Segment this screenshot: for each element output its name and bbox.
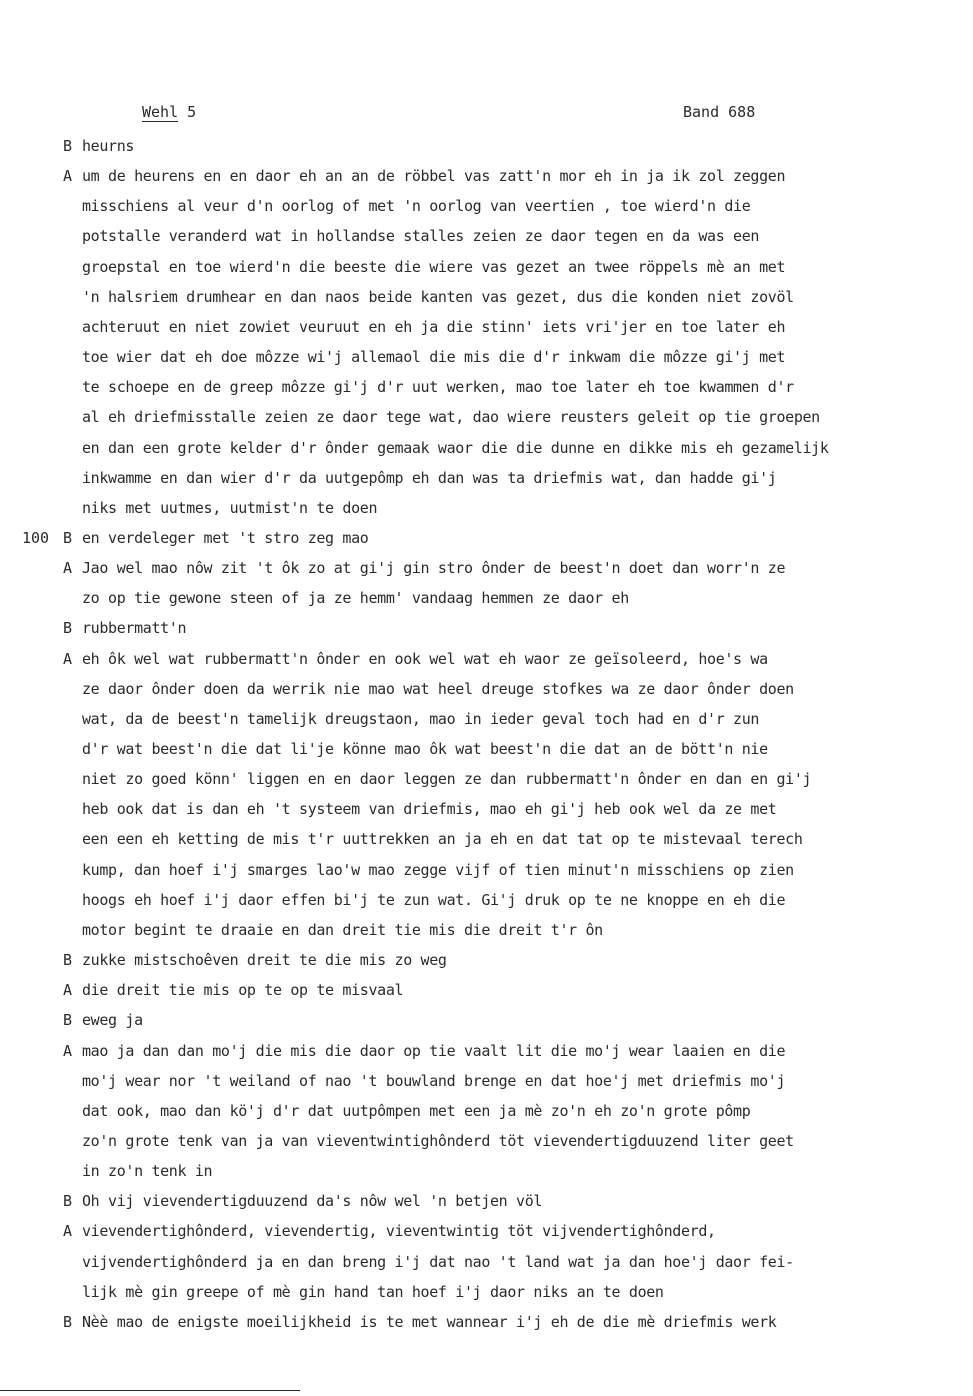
transcript-line: en dan een grote kelder d'r ônder gemaak waor die die dunne en dikke mis eh gezamelijk — [82, 439, 829, 457]
speaker-label: A — [63, 650, 73, 668]
transcript-line: te schoepe en de greep môzze gi'j d'r uut werken, mao toe later eh toe kwammen d'r — [82, 378, 794, 396]
transcript-line: toe wier dat eh doe môzze wi'j allemaol die mis die d'r inkwam die môzze gi'j met — [82, 348, 786, 366]
header-location — [142, 103, 196, 121]
speaker-label: A — [63, 559, 73, 577]
transcript-line: en verdeleger met 't stro zeg mao — [82, 529, 369, 547]
speaker-label: B — [63, 951, 73, 969]
transcript-line: al eh driefmisstalle zeien ze daor tege wat, dao wiere reusters geleit op tie groepen — [82, 408, 820, 426]
transcript-line: potstalle veranderd wat in hollandse stalles zeien ze daor tegen en da was een — [82, 227, 760, 245]
transcript-line: mao ja dan dan mo'j die mis die daor op tie vaalt lit die mo'j wear laaien en die — [82, 1042, 786, 1060]
speaker-label: B — [63, 1011, 73, 1029]
transcript-line: inkwamme en dan wier d'r da uutgepômp eh dan was ta driefmis wat, dan hadde gi'j — [82, 469, 777, 487]
speaker-label: A — [63, 167, 73, 185]
header-band: Band 688 — [683, 103, 756, 121]
transcript-line: Oh vij vievendertigduuzend da's nôw wel 'n betjen völ — [82, 1192, 543, 1210]
speaker-label: B — [63, 1313, 73, 1331]
header-page-number: 5 — [187, 103, 197, 121]
speaker-label: A — [63, 1222, 73, 1240]
speaker-label: A — [63, 1042, 73, 1060]
transcript-line: achteruut en niet zowiet veuruut en eh ja die stinn' iets vri'jer en toe later eh — [82, 318, 786, 336]
transcript-line: vijvendertighônderd ja en dan breng i'j dat nao 't land wat ja dan hoe'j daor fei- — [82, 1253, 794, 1271]
transcript-line: ze daor ônder doen da werrik nie mao wat heel dreuge stofkes wa ze daor ônder doen — [82, 680, 794, 698]
transcript-line: niks met uutmes, uutmist'n te doen — [82, 499, 378, 517]
transcript-line: eh ôk wel wat rubbermatt'n ônder en ook wel wat eh waor ze geïsoleerd, hoe's wa — [82, 650, 768, 668]
transcript-line: hoogs eh hoef i'j daor effen bi'j te zun wat. Gi'j druk op te ne knoppe en eh die — [82, 891, 786, 909]
transcript-line: Nèè mao de enigste moeilijkheid is te met wannear i'j eh de die mè driefmis werk — [82, 1313, 777, 1331]
transcript-line: eweg ja — [82, 1011, 143, 1029]
transcript-line: die dreit tie mis op te op te misvaal — [82, 981, 404, 999]
speaker-label: B — [63, 529, 73, 547]
speaker-label: A — [63, 981, 73, 999]
transcript-line: een een eh ketting de mis t'r uuttrekken an ja eh en dat tat op te mistevaal terech — [82, 830, 803, 848]
transcript-line: kump, dan hoef i'j smarges lao'w mao zegge vijf of tien minut'n misschiens op zien — [82, 861, 794, 879]
transcript-line: mo'j wear nor 't weiland of nao 't bouwland brenge en dat hoe'j met driefmis mo'j — [82, 1072, 786, 1090]
speaker-label: B — [63, 1192, 73, 1210]
transcript-line: 'n halsriem drumhear en dan naos beide kanten vas gezet, dus die konden niet zovöl — [82, 288, 794, 306]
transcript-line: misschiens al veur d'n oorlog of met 'n oorlog van veertien , toe wierd'n die — [82, 197, 751, 215]
transcript-line: zo'n grote tenk van ja van vieventwintighônderd töt vievendertigduuzend liter geet — [82, 1132, 794, 1150]
transcript-line: um de heurens en en daor eh an an de röbbel vas zatt'n mor eh in ja ik zol zeggen — [82, 167, 786, 185]
speaker-label: B — [63, 619, 73, 637]
transcript-line: lijk mè gin greepe of mè gin hand tan hoef i'j daor niks an te doen — [82, 1283, 664, 1301]
speaker-label: B — [63, 137, 73, 155]
transcript-line: groepstal en toe wierd'n die beeste die wiere vas gezet an twee röppels mè an met — [82, 258, 786, 276]
transcript-line: heb ook dat is dan eh 't systeem van driefmis, mao eh gi'j heb ook wel da ze met — [82, 800, 777, 818]
transcript-line: zukke mistschoêven dreit te die mis zo weg — [82, 951, 447, 969]
transcript-line: d'r wat beest'n die dat li'je könne mao ôk wat beest'n die dat an de bött'n nie — [82, 740, 768, 758]
transcript-line: dat ook, mao dan kö'j d'r dat uutpômpen met een ja mè zo'n eh zo'n grote pômp — [82, 1102, 751, 1120]
transcript-line: Jao wel mao nôw zit 't ôk zo at gi'j gin stro ônder de beest'n doet dan worr'n ze — [82, 559, 786, 577]
transcript-line: in zo'n tenk in — [82, 1162, 213, 1180]
header-title: Wehl — [142, 103, 179, 121]
transcript-line: zo op tie gewone steen of ja ze hemm' vandaag hemmen ze daor eh — [82, 589, 629, 607]
line-number: 100 — [22, 529, 50, 547]
transcript-line: rubbermatt'n — [82, 619, 187, 637]
transcript-line: heurns — [82, 137, 135, 155]
transcript-line: wat, da de beest'n tamelijk dreugstaon, mao in ieder geval toch had en d'r zun — [82, 710, 760, 728]
footer-rule — [0, 1390, 300, 1391]
transcript-line: motor begint te draaie en dan dreit tie mis die dreit t'r ôn — [82, 921, 603, 939]
transcript-line: niet zo goed könn' liggen en en daor leggen ze dan rubbermatt'n ônder en dan en gi'j — [82, 770, 812, 788]
transcript-line: vievendertighônderd, vievendertig, vieventwintig töt vijvendertighônderd, — [82, 1222, 716, 1240]
